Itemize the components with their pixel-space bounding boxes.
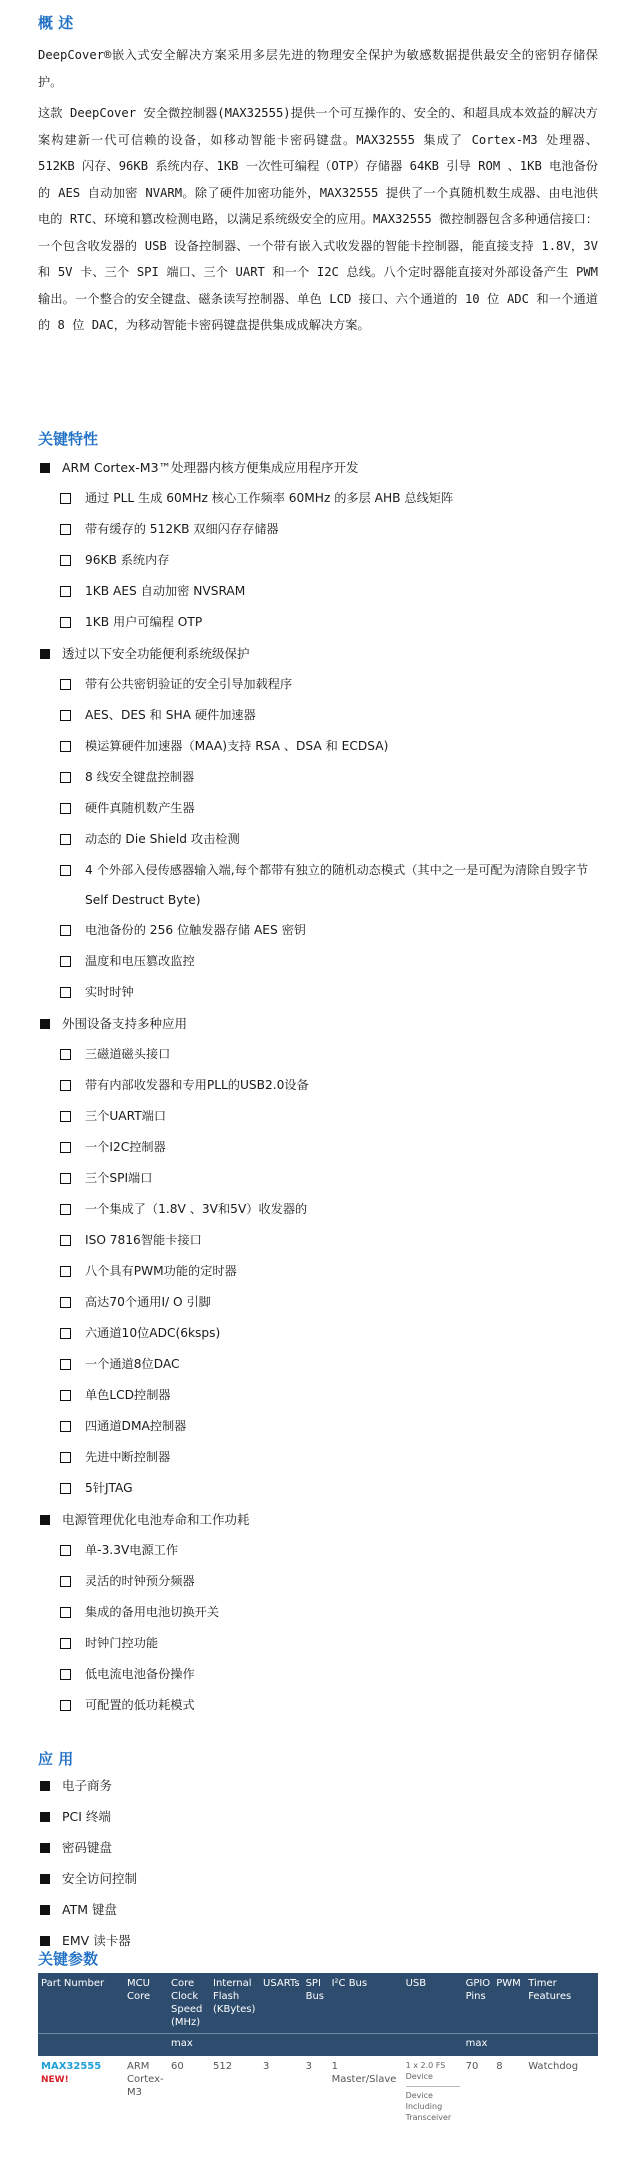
filled-square-bullet-icon xyxy=(40,1874,50,1884)
col-header-internal-flash: Internal Flash (KBytes) xyxy=(210,1973,260,2034)
open-square-bullet-icon xyxy=(60,1607,71,1618)
col-header-timer-features: Timer Features xyxy=(525,1973,598,2034)
open-square-bullet-icon xyxy=(60,1266,71,1277)
feature-item: AES、DES 和 SHA 硬件加速器 xyxy=(38,700,598,731)
cell-spi-bus: 3 xyxy=(305,2060,312,2072)
feature-group-title: 外围设备支持多种应用 xyxy=(38,1008,598,1039)
open-square-bullet-icon xyxy=(60,1297,71,1308)
feature-item: 单-3.3V电源工作 xyxy=(38,1535,598,1566)
feature-item: 模运算硬件加速器（MAA)支持 RSA 、DSA 和 ECDSA) xyxy=(38,731,598,762)
open-square-bullet-icon xyxy=(60,1669,71,1680)
cell-usarts: 3 xyxy=(263,2060,270,2072)
open-square-bullet-icon xyxy=(60,865,71,876)
open-square-bullet-icon xyxy=(60,1328,71,1339)
feature-item: 先进中断控制器 xyxy=(38,1442,598,1473)
open-square-bullet-icon xyxy=(60,803,71,814)
feature-item: 带有公共密钥验证的安全引导加载程序 xyxy=(38,669,598,700)
open-square-bullet-icon xyxy=(60,1142,71,1153)
col-header-core-clock: Core Clock Speed (MHz) xyxy=(168,1973,210,2034)
feature-item: 一个通道8位DAC xyxy=(38,1349,598,1380)
col-header-pwm: PWM xyxy=(493,1973,525,2034)
cell-gpio-pins: 70 xyxy=(465,2060,479,2072)
col-header-spi-bus: SPI Bus xyxy=(303,1973,329,2034)
feature-item: ISO 7816智能卡接口 xyxy=(38,1225,598,1256)
overview-paragraph-1: DeepCover®嵌入式安全解决方案采用多层先进的物理安全保护为敏感数据提供最安全的密钥存储保护。 xyxy=(38,48,598,89)
open-square-bullet-icon xyxy=(60,1545,71,1556)
open-square-bullet-icon xyxy=(60,1111,71,1122)
feature-item: 温度和电压篡改监控 xyxy=(38,946,598,977)
feature-item: 硬件真随机数产生器 xyxy=(38,793,598,824)
subheader-gpio-max: max xyxy=(463,2034,494,2056)
cell-internal-flash: 512 xyxy=(213,2060,233,2072)
application-item: EMV 读卡器 xyxy=(38,1925,137,1956)
features-list xyxy=(38,452,598,1721)
feature-item: 带有缓存的 512KB 双细闪存存储器 xyxy=(38,514,598,545)
key-params-table xyxy=(38,1973,598,2127)
cell-usb xyxy=(403,2056,463,2127)
feature-item: 电池备份的 256 位触发器存储 AES 密钥 xyxy=(38,915,598,946)
filled-square-bullet-icon xyxy=(40,1905,50,1915)
application-item: 电子商务 xyxy=(38,1770,137,1801)
usb-line-1: 1 x 2.0 FS Device xyxy=(405,2060,446,2081)
feature-item: 8 线安全键盘控制器 xyxy=(38,762,598,793)
open-square-bullet-icon xyxy=(60,1700,71,1711)
open-square-bullet-icon xyxy=(60,987,71,998)
feature-item: 可配置的低功耗模式 xyxy=(38,1690,598,1721)
feature-item: 灵活的时钟预分频器 xyxy=(38,1566,598,1597)
cell-timer-features: Watchdog xyxy=(528,2060,579,2072)
feature-item: 低电流电池备份操作 xyxy=(38,1659,598,1690)
feature-item: 5针JTAG xyxy=(38,1473,598,1504)
cell-part-number xyxy=(38,2056,124,2127)
open-square-bullet-icon xyxy=(60,710,71,721)
open-square-bullet-icon xyxy=(60,1390,71,1401)
feature-item: 三个SPI端口 xyxy=(38,1163,598,1194)
open-square-bullet-icon xyxy=(60,1049,71,1060)
cell-pwm: 8 xyxy=(496,2060,503,2072)
col-header-gpio-pins: GPIO Pins xyxy=(463,1973,494,2034)
open-square-bullet-icon xyxy=(60,586,71,597)
feature-item: 一个集成了（1.8V 、3V和5V）收发器的 xyxy=(38,1194,598,1225)
open-square-bullet-icon xyxy=(60,834,71,845)
feature-item: 八个具有PWM功能的定时器 xyxy=(38,1256,598,1287)
applications-heading: 应 用 xyxy=(38,1750,74,1768)
feature-item: 高达70个通用I/ O 引脚 xyxy=(38,1287,598,1318)
feature-item: 六通道10位ADC(6ksps) xyxy=(38,1318,598,1349)
open-square-bullet-icon xyxy=(60,1452,71,1463)
feature-group-title: ARM Cortex-M3™处理器内核方便集成应用程序开发 xyxy=(38,452,598,483)
filled-square-bullet-icon xyxy=(40,649,50,659)
new-badge: NEW! xyxy=(41,2074,69,2085)
open-square-bullet-icon xyxy=(60,1359,71,1370)
feature-item: 三个UART端口 xyxy=(38,1101,598,1132)
feature-item: 动态的 Die Shield 攻击检测 xyxy=(38,824,598,855)
col-header-mcu-core: MCU Core xyxy=(124,1973,168,2034)
cell-i2c-bus: 1 Master/Slave xyxy=(331,2060,397,2085)
open-square-bullet-icon xyxy=(60,524,71,535)
open-square-bullet-icon xyxy=(60,772,71,783)
filled-square-bullet-icon xyxy=(40,1515,50,1525)
feature-item: 一个I2C控制器 xyxy=(38,1132,598,1163)
open-square-bullet-icon xyxy=(60,1173,71,1184)
open-square-bullet-icon xyxy=(60,679,71,690)
application-item: ATM 键盘 xyxy=(38,1894,137,1925)
table-row xyxy=(38,2056,598,2127)
col-header-usarts: USARTs xyxy=(260,1973,303,2034)
feature-item: 集成的备用电池切换开关 xyxy=(38,1597,598,1628)
open-square-bullet-icon xyxy=(60,956,71,967)
filled-square-bullet-icon xyxy=(40,1812,50,1822)
subheader-clock-max: max xyxy=(168,2034,210,2056)
application-item: PCI 终端 xyxy=(38,1801,137,1832)
feature-item: 四通道DMA控制器 xyxy=(38,1411,598,1442)
part-number-link[interactable]: MAX32555 xyxy=(41,2060,102,2072)
overview-paragraph-2: 这款 DeepCover 安全微控制器(MAX32555)提供一个可互操作的、安全的、和超具成本效益的解决方案构建新一代可信赖的设备，如移动智能卡密码键盘。MAX32555 集成了 Cortex-M3 处理器、512KB 闪存、96KB 系统内存、1KB 一次性可编程（OTP）存储器 64KB 引导 ROM 、1KB 电池备份的 AES 自动加密 NVARM。除了硬件加密功能外，MAX32555 提供了一个真随机数生成器、由电池供电的 RTC、环境和篡改检测电路，以满足系统级安全的应用。MAX32555 微控制器包含多种通信接口：一个包含收发器的 USB 设备控制器、一个带有嵌入式收发器的智能卡控制器，能直接支持 1.8V，3V 和 5V 卡、三个 SPI 端口、三个 UART 和一个 I2C 总线。八个定时器能直接对外部设备产生 PWM 输出。一个整合的安全键盘、磁条读写控制器、单色 LCD 接口、六个通道的 10 位 ADC 和一个通道的 8 位 DAC，为移动智能卡密码键盘提供集成成解决方案。 xyxy=(38,106,598,332)
filled-square-bullet-icon xyxy=(40,1781,50,1791)
filled-square-bullet-icon xyxy=(40,1843,50,1853)
feature-group-title: 电源管理优化电池寿命和工作功耗 xyxy=(38,1504,598,1535)
filled-square-bullet-icon xyxy=(40,1936,50,1946)
filled-square-bullet-icon xyxy=(40,1019,50,1029)
feature-item: 单色LCD控制器 xyxy=(38,1380,598,1411)
application-item: 安全访问控制 xyxy=(38,1863,137,1894)
feature-item: 4 个外部入侵传感器输入端,每个都带有独立的随机动态模式（其中之一是可配为清除自毁字节 Self Destruct Byte) xyxy=(38,855,598,915)
feature-item: 实时时钟 xyxy=(38,977,598,1008)
features-heading: 关键特性 xyxy=(38,430,99,448)
open-square-bullet-icon xyxy=(60,1080,71,1091)
col-header-part-number: Part Number xyxy=(38,1973,124,2034)
cell-mcu-core: ARM Cortex-M3 xyxy=(127,2060,164,2098)
table-header-row xyxy=(38,1973,598,2034)
open-square-bullet-icon xyxy=(60,493,71,504)
table-subheader-row xyxy=(38,2034,598,2056)
application-item: 密码键盘 xyxy=(38,1832,137,1863)
open-square-bullet-icon xyxy=(60,1576,71,1587)
col-header-usb: USB xyxy=(403,1973,463,2034)
feature-group-title: 透过以下安全功能便利系统级保护 xyxy=(38,638,598,669)
open-square-bullet-icon xyxy=(60,1204,71,1215)
feature-item: 通过 PLL 生成 60MHz 核心工作频率 60MHz 的多层 AHB 总线矩阵 xyxy=(38,483,598,514)
open-square-bullet-icon xyxy=(60,925,71,936)
applications-list xyxy=(38,1770,137,1956)
feature-item: 三磁道磁头接口 xyxy=(38,1039,598,1070)
open-square-bullet-icon xyxy=(60,741,71,752)
feature-item: 带有内部收发器和专用PLL的USB2.0设备 xyxy=(38,1070,598,1101)
open-square-bullet-icon xyxy=(60,1483,71,1494)
open-square-bullet-icon xyxy=(60,1235,71,1246)
feature-item: 1KB 用户可编程 OTP xyxy=(38,607,598,638)
key-params-heading: 关键参数 xyxy=(38,1950,99,1968)
open-square-bullet-icon xyxy=(60,617,71,628)
feature-item: 96KB 系统内存 xyxy=(38,545,598,576)
usb-line-2: Device Including Transceiver xyxy=(406,2086,460,2123)
filled-square-bullet-icon xyxy=(40,463,50,473)
feature-item: 时钟门控功能 xyxy=(38,1628,598,1659)
open-square-bullet-icon xyxy=(60,555,71,566)
open-square-bullet-icon xyxy=(60,1421,71,1432)
open-square-bullet-icon xyxy=(60,1638,71,1649)
col-header-i2c-bus: I²C Bus xyxy=(329,1973,403,2034)
cell-core-clock: 60 xyxy=(171,2060,184,2072)
overview-heading: 概 述 xyxy=(38,14,74,32)
feature-item: 1KB AES 自动加密 NVSRAM xyxy=(38,576,598,607)
